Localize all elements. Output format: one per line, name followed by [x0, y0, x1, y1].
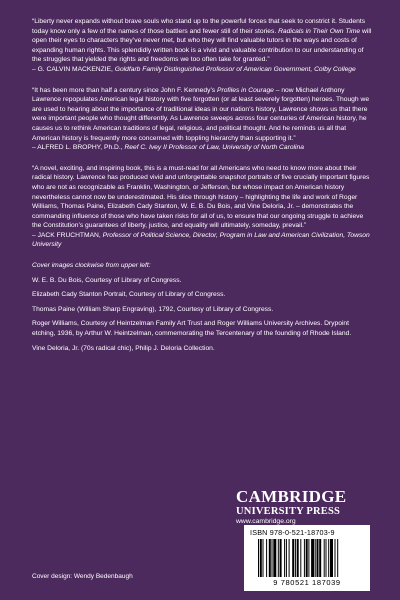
barcode-bar: [272, 539, 273, 577]
barcode-bar: [311, 539, 314, 577]
barcode-digits: 9 780521 187039: [273, 578, 341, 587]
attribution-title: Reef C. Ivey II Professor of Law, University of North Carolina: [124, 144, 304, 152]
barcode-bar: [337, 539, 338, 577]
barcode-bar: [263, 539, 264, 577]
barcode-bar: [326, 539, 327, 577]
barcode-bar: [286, 539, 287, 577]
attribution-name: – ALFRED L. BROPHY, Ph.D.,: [32, 144, 123, 152]
cover-credit-item: Roger Williams, Courtesy of Heintzelman Family Art Trust and Roger Williams University Archives. Drypoint etching, 1936, by Arthur W. Heintzelman, commemorating the Tercentenary of the founding of Rhode Island.: [32, 320, 352, 338]
quote-text: “A novel, exciting, and inspiring book, this is a must-read for all Americans who need to know more about their radical history. Lawrence has produced vivid and unforgettable snapshot portraits of five crucially important figures who are not as recognizable as Franklin, Washington, or Jefferson, but whose impact on American history nevertheless cannot now be underestimated. His slice through history – highlighting the life and work of Roger Williams, Thomas Paine, Elizabeth Cady Stanton, W. E. B. Du Bois, and Vine Deloria, Jr. – demonstrates the commanding influence of those who have taken risks for all of us, to ensure that our ongoing struggle to achieve the Constitution’s guarantees of liberty, justice, and equality will ultimately, someday, prevail.”: [32, 164, 370, 230]
barcode-bar: [308, 539, 309, 577]
barcode-bar: [300, 539, 301, 577]
quote-text: “It has been more than half a century since John F. Kennedy’s: [32, 86, 218, 94]
cover-credit-item: W. E. B. Du Bois, Courtesy of Library of Congress.: [32, 276, 182, 284]
cover-design-credit: Cover design: Wendy Bedenbaugh: [32, 573, 133, 580]
barcode-bar: [258, 539, 259, 577]
cover-credit-item: Elizabeth Cady Stanton Portrait, Courtesy of Library of Congress.: [32, 291, 226, 299]
barcode-bar: [315, 539, 316, 577]
barcode-bar: [289, 539, 290, 577]
quote-text-continued: – now Michael Anthony Lawrence repopulates American legal history with five forgotten (or at least severely forgotten) heroes. Though we are used to hearing about the importance of traditional ideas in our nation’s history, Lawrence shows us that there were important people who thought differently. As Lawrence sweeps across four centuries of American history, he causes us to rethink American traditions of legal, religious, and political thought. And he reminds us all that American history is frequently more concerned with toppling hierarchy than supporting it.”: [32, 86, 370, 142]
quote-attribution: [32, 65, 372, 75]
barcode-bar: [319, 539, 321, 577]
barcode-bar: [295, 539, 296, 577]
blurb-column: [32, 17, 372, 358]
attribution-title: Professor of Political Science, Director, Program in Law and American Civilization, Towson University: [32, 231, 370, 249]
barcode-bar: [304, 539, 305, 577]
publisher-name: CAMBRIDGE: [236, 487, 347, 506]
attribution-name: – JACK FRUCHTMAN,: [32, 231, 101, 239]
quote-attribution: [32, 231, 372, 250]
publisher-logo: [236, 488, 368, 526]
publisher-url: www.cambridge.org: [236, 518, 296, 525]
barcode-bar: [328, 539, 329, 577]
barcode-bar: [297, 539, 299, 577]
barcode-bar: [317, 539, 319, 577]
barcode-bar: [280, 539, 282, 577]
barcode-bar: [330, 539, 333, 577]
isbn-label: ISBN 978-0-521-18703-9: [250, 528, 335, 537]
isbn-barcode: [244, 525, 370, 591]
attribution-title: Goldfarb Family Distinguished Professor of American Government, Colby College: [114, 65, 356, 73]
barcode-bar: [284, 539, 285, 577]
barcode-bar: [278, 539, 279, 577]
cover-credits-heading: Cover images clockwise from upper left:: [32, 262, 151, 270]
quote-text: “Liberty never expands without brave souls who stand up to the powerful forces that seek to constrict it. Students today know only a few of the names of those battlers and fewer still of their stories.: [32, 18, 366, 35]
attribution-name: – G. CALVIN MACKENZIE,: [32, 65, 113, 73]
quote-book-title: Radicals in Their Own Time: [278, 27, 361, 35]
barcode-bar: [324, 539, 325, 577]
endorsement-quote-2: [32, 86, 372, 153]
barcode-bar: [269, 539, 271, 577]
barcode-bar: [273, 539, 276, 577]
publisher-subname: UNIVERSITY PRESS: [236, 506, 341, 517]
cover-credits: [32, 261, 372, 353]
quote-book-title: Profiles in Courage: [217, 86, 274, 94]
barcode-bar: [266, 539, 267, 577]
barcode-bar: [306, 539, 308, 577]
quote-text-continued: will open their eyes to characters they’ve never met, but who they will find valuable tutors in the ways and costs of expanding human rights. This splendidly written book is a vivid and valuable contribution to our understanding of the struggles that yielded the rights and freedoms we too often take for granted.”: [32, 27, 372, 64]
barcode-bar: [292, 539, 294, 577]
barcode-bar: [260, 539, 262, 577]
cover-credit-item: Vine Deloria, Jr. (70s radical chic), Philip J. Deloria Collection.: [32, 344, 215, 352]
barcode-bar: [335, 539, 336, 577]
endorsement-quote-1: [32, 17, 372, 75]
endorsement-quote-3: [32, 164, 372, 250]
cover-credit-item: Thomas Paine (William Sharp Engraving), 1792, Courtesy of Library of Congress.: [32, 305, 274, 313]
quote-attribution: [32, 143, 372, 153]
barcode-bars: [258, 539, 362, 577]
